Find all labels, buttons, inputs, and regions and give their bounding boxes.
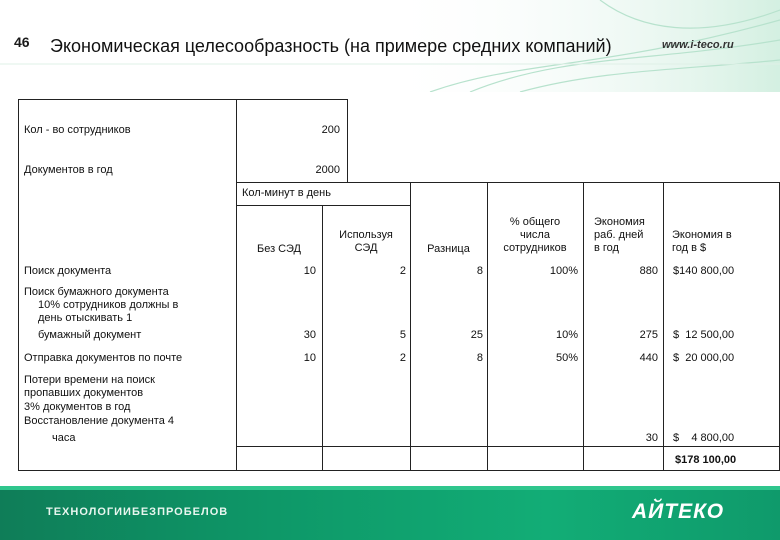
param-value-documents: 2000 xyxy=(315,164,340,176)
cell-without: 10 xyxy=(303,352,316,364)
footer-stripe xyxy=(0,486,780,490)
col-header-with-1: Используя xyxy=(339,229,393,241)
col-header-percent-3: сотрудников xyxy=(503,242,567,254)
row-label-line: Потери времени на поиск xyxy=(24,374,155,386)
col-header-money-2: год в $ xyxy=(672,242,707,254)
col-header-days-2: раб. дней xyxy=(594,229,644,241)
cell-percent: 100% xyxy=(549,265,578,277)
col-header-without: Без СЭД xyxy=(256,243,301,255)
cell-days: 880 xyxy=(639,265,658,277)
cell-days: 275 xyxy=(639,329,658,341)
col-header-days-3: в год xyxy=(594,242,619,254)
footer-slogan: ТЕХНОЛОГИИБЕЗПРОБЕЛОВ xyxy=(46,506,229,518)
cell-diff: 25 xyxy=(470,329,483,341)
row-label-line: день отыскивать 1 xyxy=(38,312,133,324)
param-label-employees: Кол - во сотрудников xyxy=(24,124,131,136)
cell-without: 30 xyxy=(303,329,316,341)
slide-number: 46 xyxy=(14,34,30,50)
col-header-diff: Разница xyxy=(427,243,470,255)
row-label-line: Восстановление документа 4 xyxy=(24,415,175,427)
cell-percent: 10% xyxy=(555,329,578,341)
col-header-percent-1: % общего xyxy=(509,216,561,228)
cell-with: 5 xyxy=(399,329,406,341)
col-header-money-1: Экономия в xyxy=(672,229,732,241)
cell-money: $140 800,00 xyxy=(673,265,735,277)
total-savings: $178 100,00 xyxy=(675,454,737,466)
cell-diff: 8 xyxy=(476,265,483,277)
cell-days: 30 xyxy=(645,432,658,444)
cell-money: $ 4 800,00 xyxy=(673,432,735,444)
minutes-header: Кол-минут в день xyxy=(242,187,331,199)
row-label-line: Поиск бумажного документа xyxy=(24,286,169,298)
row-label-line: пропавших документов xyxy=(24,387,144,399)
row-label-line: часа xyxy=(52,432,76,444)
row-label-line: бумажный документ xyxy=(38,329,142,341)
cell-with: 2 xyxy=(399,265,406,277)
param-value-employees: 200 xyxy=(321,124,340,136)
row-label-line: 10% сотрудников должны в xyxy=(38,299,179,311)
cell-money: $ 20 000,00 xyxy=(673,352,735,364)
row-label: Отправка документов по почте xyxy=(24,352,183,364)
slide-title: Экономическая целесообразность (на примере средних компаний) xyxy=(50,36,612,56)
col-header-with-2: СЭД xyxy=(354,242,378,254)
cell-days: 440 xyxy=(639,352,658,364)
company-logo: АЙТЕКО xyxy=(632,500,725,523)
cell-with: 2 xyxy=(399,352,406,364)
cell-money: $ 12 500,00 xyxy=(673,329,735,341)
col-header-percent-2: числа xyxy=(520,229,550,241)
cell-without: 10 xyxy=(303,265,316,277)
site-url: www.i-teco.ru xyxy=(662,39,734,51)
cell-percent: 50% xyxy=(555,352,578,364)
param-label-documents: Документов в год xyxy=(24,164,113,176)
cell-diff: 8 xyxy=(476,352,483,364)
row-label: Поиск документа xyxy=(24,265,112,277)
row-label-line: 3% документов в год xyxy=(24,401,131,413)
col-header-days-1: Экономия xyxy=(594,216,645,228)
